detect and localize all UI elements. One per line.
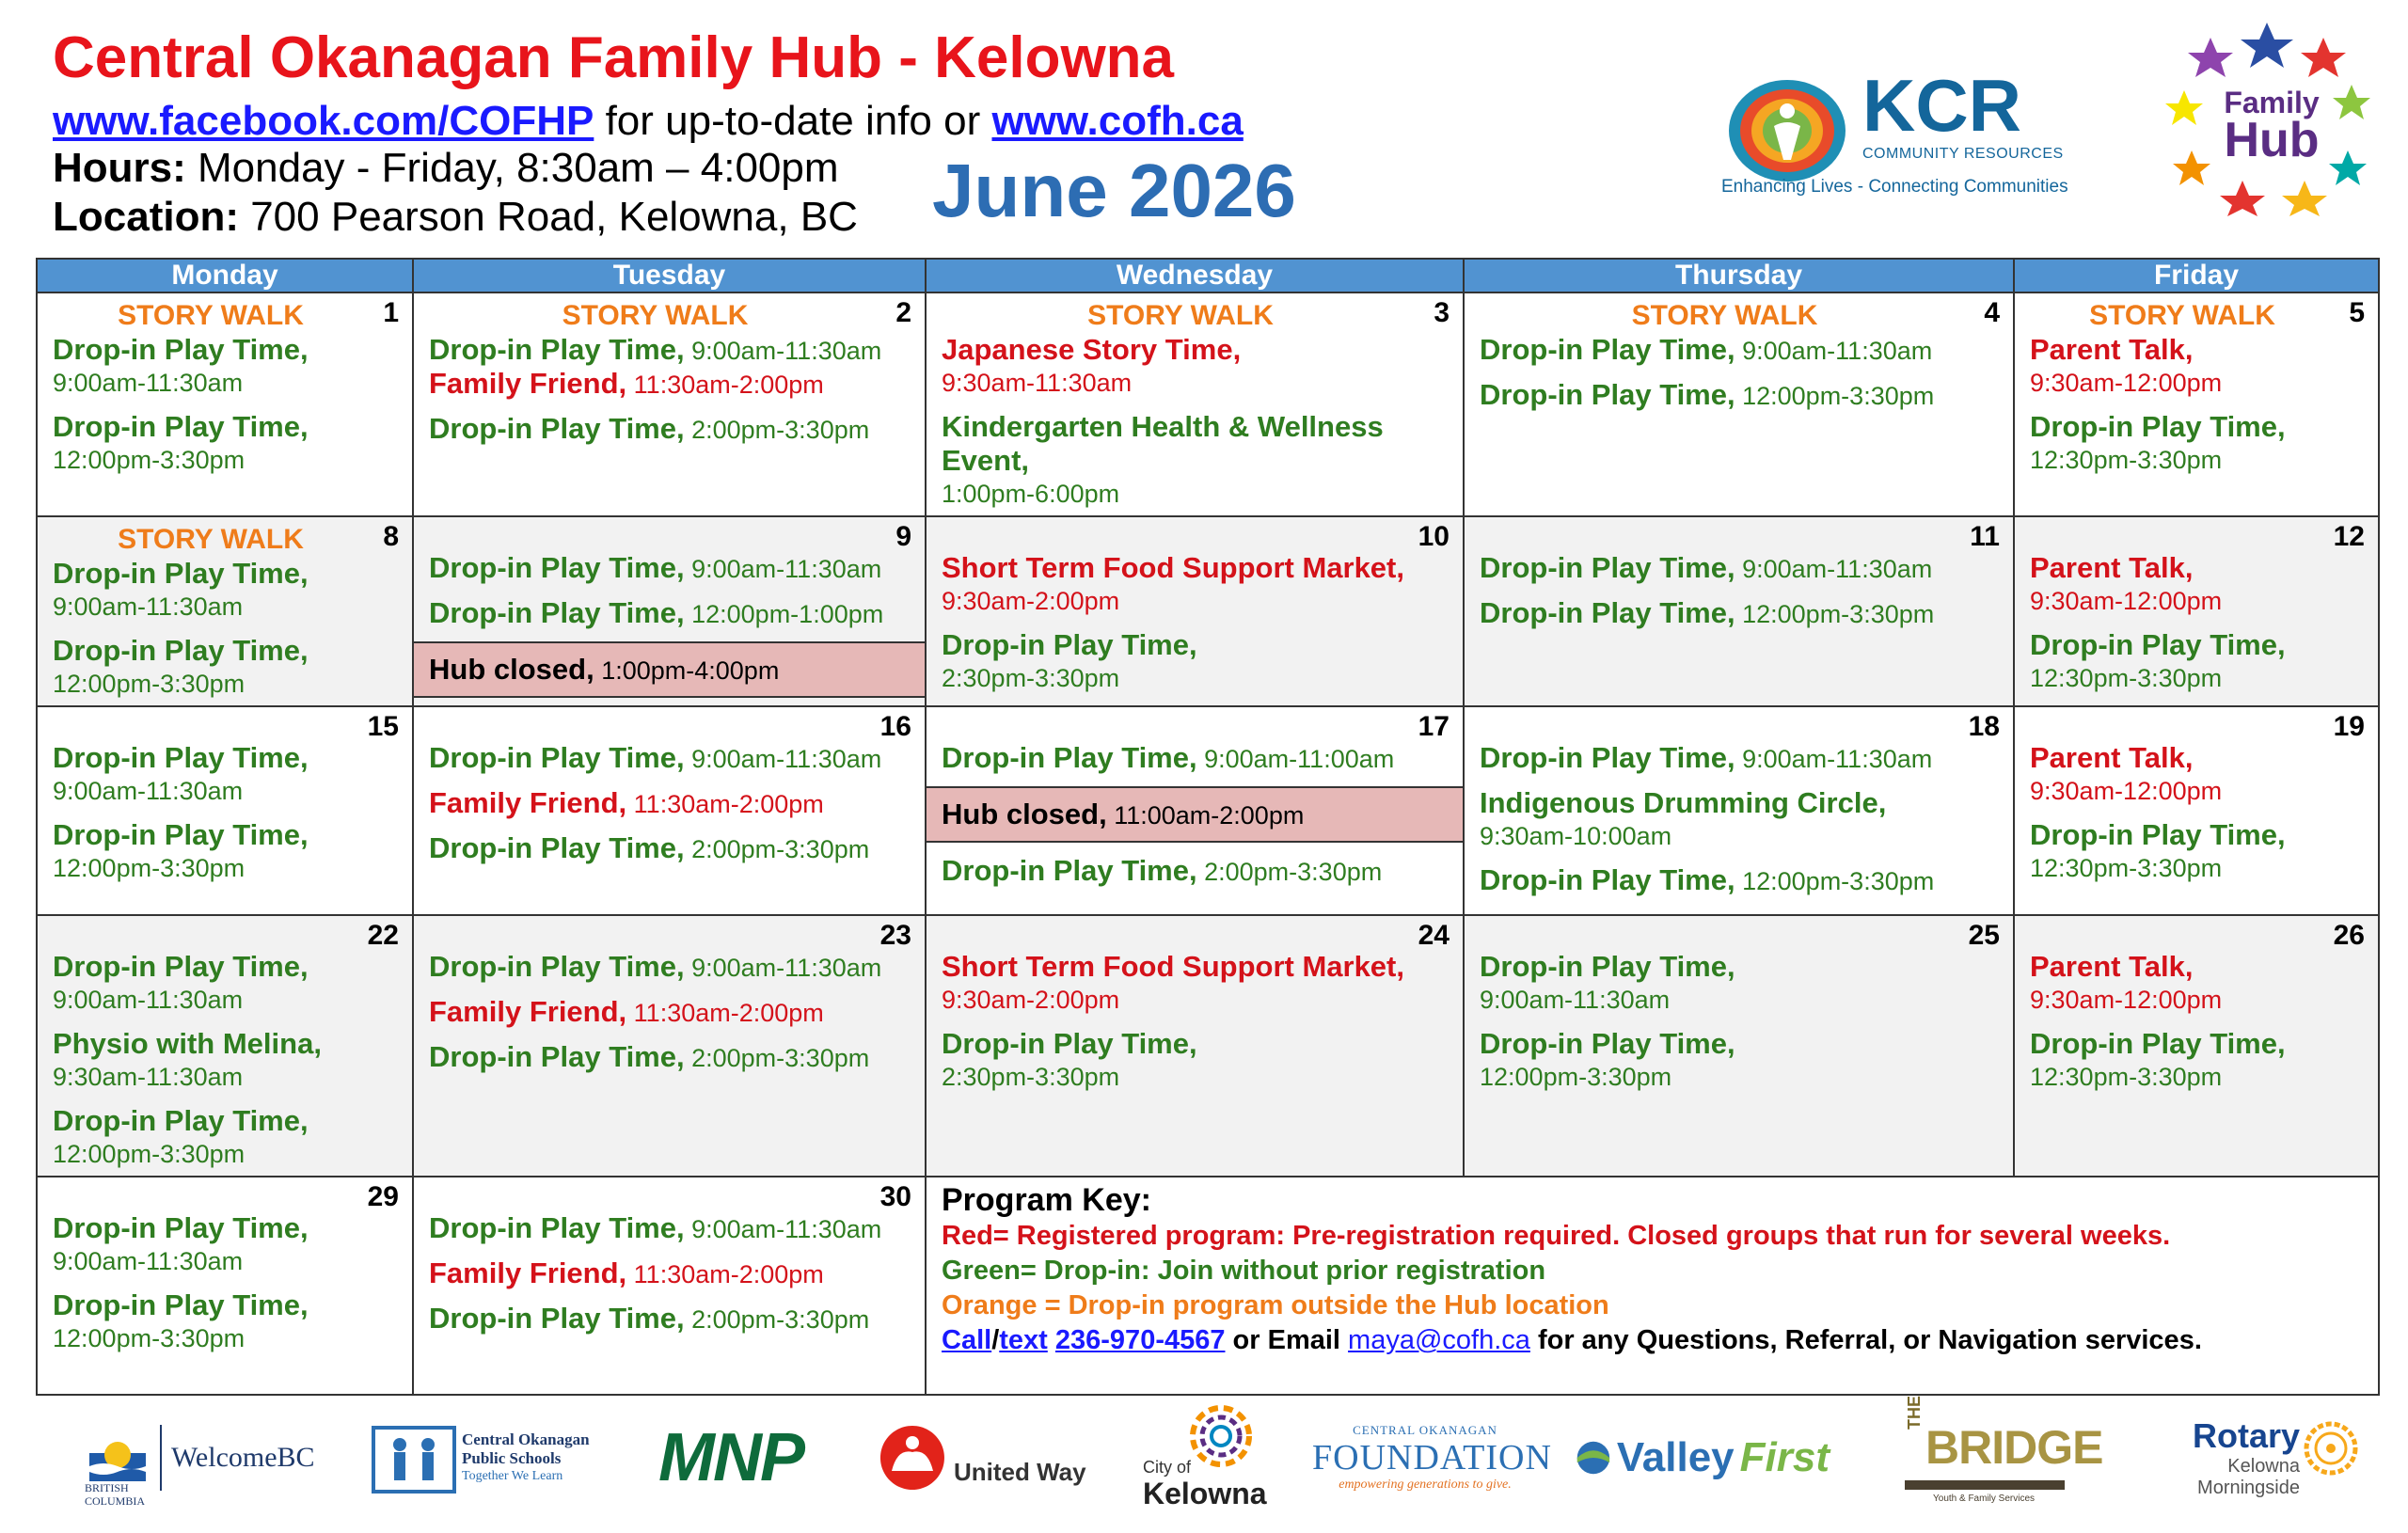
rotary-text: Rotary (2192, 1416, 2300, 1455)
event-time: 12:00pm-3:30pm (1735, 382, 1935, 410)
program-key (927, 1177, 2378, 1362)
facebook-link[interactable]: www.facebook.com/COFHP (53, 98, 594, 144)
program-key-green: Green= Drop-in: Join without prior registration (942, 1256, 1546, 1286)
event (1480, 378, 1998, 412)
event-time: 9:30am-12:00pm (2030, 777, 2223, 805)
day-number: 29 (367, 1181, 399, 1212)
event-name: Drop-in Play Time, (53, 741, 309, 774)
event-time: 2:30pm-3:30pm (942, 664, 1120, 692)
event-time: 11:30am-2:00pm (626, 999, 824, 1027)
event-name: Drop-in Play Time, (1480, 378, 1735, 411)
event-time: 9:00am-11:30am (684, 337, 882, 365)
hub-closed-block (927, 786, 1463, 843)
bridge-base-icon (1905, 1480, 2065, 1490)
event-name: Family Friend, (429, 367, 627, 400)
valley-first-logo (1576, 1401, 1830, 1514)
event-time: 11:30am-2:00pm (626, 371, 824, 399)
event (53, 1104, 397, 1170)
event (2030, 551, 2363, 617)
united-way-text: United Way (954, 1457, 1086, 1486)
the-text: THE (1905, 1396, 1924, 1430)
welcome-bc-logo (85, 1401, 367, 1514)
event-name: Indigenous Drumming Circle, (1480, 786, 1887, 819)
event-name: Drop-in Play Time, (942, 628, 1197, 661)
event-name: Drop-in Play Time, (2030, 1027, 2286, 1060)
mnp-logo (658, 1401, 828, 1514)
event (1480, 863, 1998, 897)
foundation-small-text: CENTRAL OKANAGAN (1353, 1423, 1497, 1437)
day-header-monday: Monday (37, 259, 413, 292)
call-link[interactable]: Call (942, 1325, 992, 1355)
day-number: 5 (2349, 297, 2365, 328)
event (53, 1027, 397, 1093)
day-number: 2 (895, 297, 911, 328)
event (942, 950, 1448, 1016)
day-number: 24 (1418, 920, 1450, 951)
event (429, 333, 910, 367)
event-time: 2:00pm-3:30pm (684, 1305, 870, 1334)
event-time: 12:00pm-1:00pm (684, 600, 884, 628)
event-name: Drop-in Play Time, (942, 1027, 1197, 1060)
school-district-logo (372, 1401, 616, 1514)
day-number: 26 (2333, 920, 2365, 951)
event-time: 12:30pm-3:30pm (2030, 854, 2223, 882)
event-name: Short Term Food Support Market, (942, 551, 1404, 584)
day-number: 16 (879, 711, 911, 742)
day-number: 17 (1418, 711, 1450, 742)
location-value: 700 Pearson Road, Kelowna, BC (238, 194, 858, 240)
event-name: Drop-in Play Time, (429, 1302, 685, 1335)
event (53, 741, 397, 807)
event-time: 12:00pm-3:30pm (53, 446, 246, 474)
event (429, 1211, 910, 1245)
program-key-contact (942, 1323, 2363, 1358)
event-name: Drop-in Play Time, (53, 950, 309, 983)
event-name: Drop-in Play Time, (53, 1104, 309, 1137)
event-name: Drop-in Play Time, (942, 741, 1197, 774)
day-number: 23 (879, 920, 911, 951)
event-name: Drop-in Play Time, (429, 596, 685, 629)
event (942, 1027, 1448, 1093)
month-title: June 2026 (932, 149, 1296, 232)
kcr-sub: COMMUNITY RESOURCES (1862, 146, 2064, 162)
event-name: Physio with Melina, (53, 1027, 322, 1060)
event (429, 831, 910, 865)
event-time: 12:30pm-3:30pm (2030, 664, 2223, 692)
day-number: 22 (367, 920, 399, 951)
event-name: Family Friend, (429, 1256, 627, 1289)
event-time: 9:30am-12:00pm (2030, 369, 2223, 397)
family-hub-logo (2163, 19, 2370, 216)
event-name: Kindergarten Health & Wellness Event, (942, 410, 1384, 477)
event (942, 410, 1448, 510)
day-cell (2014, 706, 2379, 915)
day-number: 10 (1418, 521, 1450, 552)
day-number: 1 (383, 297, 399, 328)
event-time: 9:00am-11:30am (53, 369, 244, 397)
event-name: Drop-in Play Time, (53, 818, 309, 851)
united-way-hand-icon (875, 1420, 950, 1495)
hours-label: Hours: (53, 145, 186, 191)
event-time: 12:30pm-3:30pm (2030, 1063, 2223, 1091)
event-name: Drop-in Play Time, (53, 1211, 309, 1244)
mnp-text: MNP (658, 1420, 803, 1495)
event-time: 12:00pm-3:30pm (1735, 867, 1935, 895)
event-name: Drop-in Play Time, (2030, 628, 2286, 661)
rotary-logo (2121, 1401, 2366, 1514)
event-time: 9:00am-11:00am (1196, 745, 1395, 773)
story-walk-label: STORY WALK (1087, 300, 1274, 331)
event (429, 1256, 910, 1290)
event-name: Parent Talk, (2030, 333, 2194, 366)
event-name: Drop-in Play Time, (2030, 410, 2286, 443)
slash-text: / (991, 1325, 1000, 1355)
event-time: 9:00am-11:30am (1480, 986, 1671, 1014)
event-name: Drop-in Play Time, (1480, 863, 1735, 896)
event (2030, 1027, 2363, 1093)
event (942, 854, 1448, 888)
story-walk-label: STORY WALK (562, 300, 749, 331)
event (53, 333, 397, 399)
event (429, 1302, 910, 1335)
email-link[interactable]: maya@cofh.ca (1348, 1325, 1530, 1355)
foundation-tagline: empowering generations to give. (1339, 1478, 1512, 1492)
day-header-thursday: Thursday (1464, 259, 2014, 292)
event (429, 741, 910, 775)
event-time: 9:30am-2:00pm (942, 587, 1120, 615)
event (1480, 950, 1998, 1016)
event (429, 412, 910, 446)
event (53, 634, 397, 700)
event (429, 786, 910, 820)
event (2030, 410, 2363, 476)
calendar-week (37, 292, 2379, 516)
calendar-week (37, 915, 2379, 1177)
location-line (53, 192, 858, 243)
story-walk-label: STORY WALK (1631, 300, 1818, 331)
event (53, 557, 397, 623)
foundation-logo (1312, 1401, 1552, 1514)
event-name: Hub closed, (942, 798, 1107, 830)
the-bridge-logo (1895, 1396, 2103, 1514)
event (53, 1288, 397, 1354)
story-walk-label: STORY WALK (118, 524, 304, 555)
event (2030, 818, 2363, 884)
day-cell (926, 516, 1464, 706)
day-cell (413, 1177, 926, 1395)
program-key-red: Red= Registered program: Pre-registration required. Closed groups that run for several weeks. (942, 1221, 2171, 1251)
event (429, 995, 910, 1029)
event-time: 1:00pm-6:00pm (942, 480, 1120, 508)
kcr-name: KCR (1862, 64, 2021, 147)
event-time: 9:30am-12:00pm (2030, 986, 2223, 1014)
event (53, 950, 397, 1016)
event-name: Drop-in Play Time, (1480, 333, 1735, 366)
program-key-title: Program Key: (942, 1182, 1151, 1218)
hub-closed-block (414, 641, 925, 698)
kcr-emblem-icon (1721, 77, 1853, 185)
valley-first-icon (1576, 1437, 1611, 1478)
event-name: Drop-in Play Time, (1480, 950, 1735, 983)
event-name: Drop-in Play Time, (942, 854, 1197, 887)
event (1480, 596, 1998, 630)
day-cell (2014, 915, 2379, 1177)
kelowna-wheel-icon (1190, 1405, 1252, 1467)
event-time: 9:00am-11:30am (684, 954, 882, 982)
event-time: 9:30am-12:00pm (2030, 587, 2223, 615)
story-walk-label: STORY WALK (2089, 300, 2275, 331)
day-number: 4 (1984, 297, 2000, 328)
event-time: 2:00pm-3:30pm (684, 1044, 870, 1072)
event (942, 333, 1448, 399)
event-name: Drop-in Play Time, (429, 831, 685, 864)
event-name: Drop-in Play Time, (2030, 818, 2286, 851)
event-time: 11:30am-2:00pm (626, 790, 824, 818)
event (429, 1040, 910, 1074)
event-name: Drop-in Play Time, (1480, 596, 1735, 629)
event-time: 12:00pm-3:30pm (53, 854, 246, 882)
calendar-week (37, 706, 2379, 915)
event (1480, 551, 1998, 585)
story-walk-label: STORY WALK (118, 300, 304, 331)
school-figures-icon (372, 1420, 456, 1495)
event-time: 9:00am-11:30am (53, 593, 244, 621)
united-way-logo (875, 1401, 1091, 1514)
event-name: Family Friend, (429, 786, 627, 819)
hub-logo-hub: Hub (2224, 113, 2320, 167)
event (1480, 1027, 1998, 1093)
kcr-wordmark (1862, 66, 2064, 164)
rotary-wheel-icon (2304, 1421, 2358, 1476)
event-name: Drop-in Play Time, (53, 634, 309, 667)
event-name: Parent Talk, (2030, 950, 2194, 983)
welcome-bc-text: WelcomeBC (171, 1442, 315, 1473)
event-time: 9:00am-11:30am (1735, 745, 1933, 773)
event-time: 9:00am-11:30am (1735, 337, 1933, 365)
event-time: 12:00pm-3:30pm (53, 1324, 246, 1352)
event-time: 11:30am-2:00pm (626, 1260, 824, 1288)
event-time: 1:00pm-4:00pm (594, 656, 780, 685)
event-name: Parent Talk, (2030, 741, 2194, 774)
event (2030, 741, 2363, 807)
event-name: Family Friend, (429, 995, 627, 1028)
day-cell (413, 516, 926, 706)
event-name: Drop-in Play Time, (429, 1040, 685, 1073)
contact-rest-text: for any Questions, Referral, or Navigation services. (1529, 1325, 2202, 1355)
calendar-table (36, 258, 2380, 1396)
event-time: 9:30am-11:30am (53, 1063, 244, 1091)
event (429, 551, 910, 585)
event-time: 2:00pm-3:30pm (684, 416, 870, 444)
event (53, 1211, 397, 1277)
day-cell (926, 915, 1464, 1177)
event-name: Drop-in Play Time, (53, 1288, 309, 1321)
event-time: 12:00pm-3:30pm (1735, 600, 1935, 628)
text-link[interactable]: text (999, 1325, 1048, 1355)
school-text-1: Central Okanagan (462, 1430, 590, 1448)
day-number: 3 (1434, 297, 1450, 328)
event (942, 741, 1448, 775)
website-link[interactable]: www.cofh.ca (991, 98, 1244, 144)
hours-line (53, 143, 839, 194)
event-name: Drop-in Play Time, (53, 333, 309, 366)
event-name: Drop-in Play Time, (429, 333, 685, 366)
bridge-tagline: Youth & Family Services (1933, 1493, 2036, 1504)
event (2030, 950, 2363, 1016)
day-number: 8 (383, 521, 399, 552)
hours-value: Monday - Friday, 8:30am – 4:00pm (185, 145, 839, 191)
day-cell (37, 516, 413, 706)
event (2030, 333, 2363, 399)
header (53, 26, 1407, 243)
program-key-cell (926, 1177, 2379, 1395)
event (942, 628, 1448, 694)
day-number: 19 (2333, 711, 2365, 742)
event (1480, 786, 1998, 852)
event (429, 950, 910, 984)
event-name: Drop-in Play Time, (1480, 741, 1735, 774)
program-key-orange: Orange = Drop-in program outside the Hub location (942, 1290, 1609, 1320)
day-number: 18 (1968, 711, 2000, 742)
day-cell (2014, 516, 2379, 706)
calendar-week (37, 516, 2379, 706)
phone-link[interactable]: 236-970-4567 (1054, 1325, 1226, 1355)
kcr-tagline: Enhancing Lives - Connecting Communities (1721, 177, 2068, 197)
event-time: 2:00pm-3:30pm (684, 835, 870, 863)
event-time: 12:00pm-3:30pm (53, 1140, 246, 1168)
kcr-logo (1721, 66, 2098, 207)
event-time: 9:30am-2:00pm (942, 986, 1120, 1014)
day-number: 9 (895, 521, 911, 552)
first-text: First (1739, 1434, 1830, 1480)
calendar-header-row (37, 259, 2379, 292)
day-number: 30 (879, 1181, 911, 1212)
event-time: 12:00pm-3:30pm (1480, 1063, 1672, 1091)
event-name: Drop-in Play Time, (53, 410, 309, 443)
day-header-tuesday: Tuesday (413, 259, 926, 292)
event (942, 551, 1448, 617)
event (2030, 628, 2363, 694)
event-name: Drop-in Play Time, (429, 412, 685, 445)
city-of-kelowna-logo (1133, 1401, 1293, 1514)
event-time: 9:30am-11:30am (942, 369, 1133, 397)
event-name: Drop-in Play Time, (429, 741, 685, 774)
event-name: Drop-in Play Time, (429, 1211, 685, 1244)
day-cell (926, 706, 1464, 915)
event (53, 410, 397, 476)
foundation-text: FOUNDATION (1312, 1438, 1552, 1478)
event-name: Drop-in Play Time, (429, 551, 685, 584)
event-name: Short Term Food Support Market, (942, 950, 1404, 983)
event (429, 596, 910, 630)
event-time: 9:00am-11:30am (684, 745, 882, 773)
event-name: Parent Talk, (2030, 551, 2194, 584)
day-cell (413, 706, 926, 915)
event-name: Drop-in Play Time, (53, 557, 309, 590)
rotary-sub-text: Kelowna Morningside (2197, 1456, 2300, 1498)
day-cell (37, 915, 413, 1177)
event-time: 2:00pm-3:30pm (1196, 858, 1383, 886)
day-cell (1464, 292, 2014, 516)
event-name: Japanese Story Time, (942, 333, 1242, 366)
event-time: 9:00am-11:30am (53, 986, 244, 1014)
day-cell (1464, 516, 2014, 706)
day-cell (37, 706, 413, 915)
day-number: 12 (2333, 521, 2365, 552)
event-name: Drop-in Play Time, (1480, 551, 1735, 584)
event-name: Drop-in Play Time, (1480, 1027, 1735, 1060)
day-number: 25 (1968, 920, 2000, 951)
day-cell (1464, 706, 2014, 915)
event (1480, 741, 1998, 775)
day-cell (37, 1177, 413, 1395)
day-number: 11 (1970, 521, 2000, 552)
city-of-text: City of (1143, 1458, 1192, 1477)
event-time: 12:00pm-3:30pm (53, 670, 246, 698)
event-time: 12:30pm-3:30pm (2030, 446, 2223, 474)
event-time: 9:00am-11:30am (684, 1215, 882, 1243)
hub-logo-family: Family (2224, 86, 2320, 119)
day-cell (37, 292, 413, 516)
day-cell (2014, 292, 2379, 516)
event-name: Drop-in Play Time, (429, 950, 685, 983)
event-time: 9:00am-11:30am (1735, 555, 1933, 583)
day-cell (413, 915, 926, 1177)
bridge-text: BRIDGE (1925, 1421, 2103, 1474)
day-header-friday: Friday (2014, 259, 2379, 292)
bc-text: BRITISH COLUMBIA (85, 1481, 146, 1508)
valley-text: Valley (1616, 1434, 1735, 1480)
day-cell (926, 292, 1464, 516)
event-name: Hub closed, (429, 653, 594, 686)
day-cell (1464, 915, 2014, 1177)
day-header-wednesday: Wednesday (926, 259, 1464, 292)
event (53, 818, 397, 884)
event-time: 2:30pm-3:30pm (942, 1063, 1120, 1091)
event-time: 9:00am-11:30am (53, 1247, 244, 1275)
event (1480, 333, 1998, 367)
or-email-text: or Email (1225, 1325, 1349, 1355)
location-label: Location: (53, 194, 239, 240)
day-cell (413, 292, 926, 516)
event-time: 9:00am-11:30am (684, 555, 882, 583)
school-text-3: Together We Learn (462, 1469, 563, 1483)
page-title: Central Okanagan Family Hub - Kelowna (53, 25, 1175, 90)
kelowna-text: Kelowna (1143, 1477, 1267, 1510)
event (429, 367, 910, 401)
links-middle-text: for up-to-date info or (594, 98, 992, 144)
day-number: 15 (367, 711, 399, 742)
links-line (53, 96, 1244, 147)
event-time: 9:30am-10:00am (1480, 822, 1672, 850)
sponsor-logos (56, 1396, 2370, 1514)
school-text-2: Public Schools (462, 1449, 562, 1467)
event-time: 11:00am-2:00pm (1106, 801, 1305, 830)
calendar-week (37, 1177, 2379, 1395)
event-time: 9:00am-11:30am (53, 777, 244, 805)
